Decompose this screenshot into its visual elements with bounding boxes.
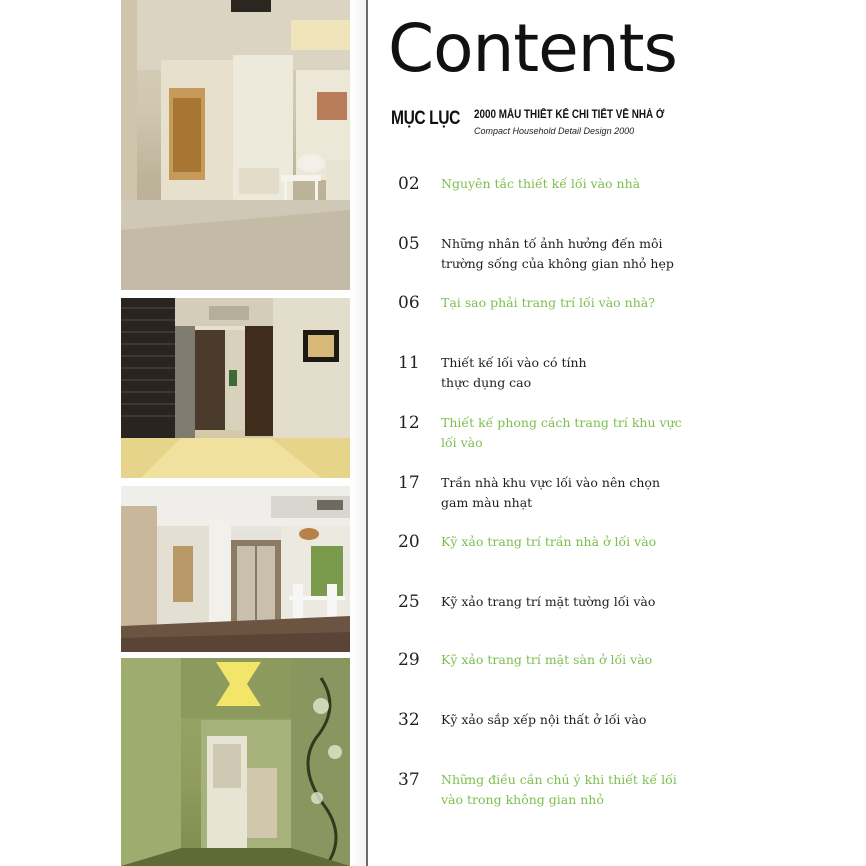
toc-entry-title: Nguyên tắc thiết kế lối vào nhà [441,176,641,191]
toc-page-number: 20 [398,532,420,552]
toc-page-number: 12 [398,413,420,433]
toc-page-number: 17 [398,473,420,493]
toc-entry-title: Kỹ xảo sắp xếp nội thất ở lối vào [441,712,647,727]
toc-entry[interactable] [398,174,718,218]
book-title-vietnamese: 2000 MẪU THIẾT KẾ CHI TIẾT VỀ NHÀ Ở [474,109,665,121]
toc-page-number: 37 [398,770,420,790]
corridor-illustration [121,298,350,478]
book-title-english: Compact Household Detail Design 2000 [474,126,635,136]
page-gutter-shadow [350,0,366,866]
dining-room-illustration [121,486,350,652]
toc-entry-title: Tại sao phải trang trí lối vào nhà? [441,295,655,310]
toc-page-number: 05 [398,234,420,254]
muc-luc-label: MỤC LỤC [391,108,460,129]
toc-entry[interactable] [398,473,718,517]
toc-entry-title: Kỹ xảo trang trí mặt sàn ở lối vào [441,652,653,667]
toc-entry[interactable] [398,532,718,576]
toc-entry-title: Những điều cần chú ý khi thiết kế lối vào trong không gian nhỏ [441,772,677,807]
toc-entry[interactable] [398,234,718,278]
toc-page-number: 02 [398,174,420,194]
toc-entry[interactable] [398,353,718,397]
toc-entry-title: Kỹ xảo trang trí trần nhà ở lối vào [441,534,657,549]
dining-room-photo [121,486,350,652]
toc-entry-title: Thiết kế phong cách trang trí khu vực lối vào [441,415,682,450]
toc-entry-title: Trần nhà khu vực lối vào nên chọn gam màu nhạt [441,475,660,510]
living-room-illustration [121,0,350,290]
living-room-photo [121,0,350,290]
toc-entry[interactable] [398,650,718,694]
green-hallway-photo [121,658,350,866]
photo-column [121,0,350,866]
contents-title: Contents [388,10,677,87]
toc-entry[interactable] [398,293,718,337]
toc-page-number: 06 [398,293,420,313]
toc-page-number: 32 [398,710,420,730]
toc-entry[interactable] [398,592,718,636]
toc-entry[interactable] [398,710,718,754]
toc-page-number: 29 [398,650,420,670]
corridor-photo [121,298,350,478]
toc-entry-title: Kỹ xảo trang trí mặt tường lối vào [441,594,656,609]
toc-entry-title: Thiết kế lối vào có tính thực dụng cao [441,355,587,390]
toc-entry[interactable] [398,413,718,457]
toc-page-number: 11 [398,353,420,373]
green-hallway-illustration [121,658,350,866]
toc-page-number: 25 [398,592,420,612]
page-spine [366,0,368,866]
toc-entry[interactable] [398,770,718,814]
toc-entry-title: Những nhân tố ảnh hưởng đến môi trường sống của không gian nhỏ hẹp [441,236,674,271]
